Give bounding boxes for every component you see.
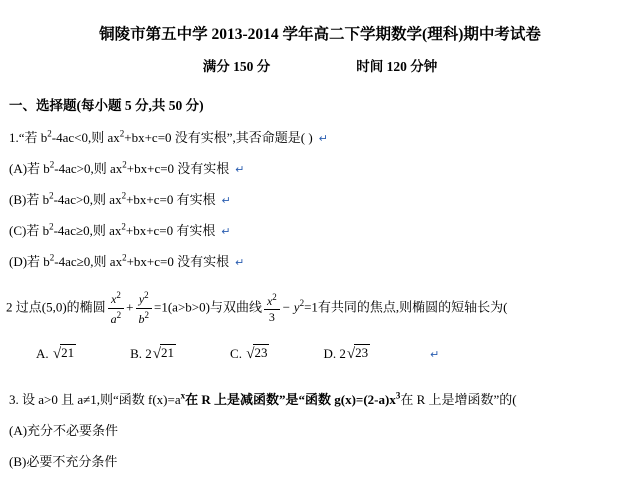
q2-choice-c-radicand: 23	[254, 344, 268, 360]
paragraph-mark: ↵	[430, 348, 440, 361]
q2-choice-d[interactable]	[323, 346, 370, 361]
paragraph-mark: ↵	[235, 257, 245, 269]
question-1-option-c[interactable]	[9, 220, 640, 239]
opt-b-sup2: 2	[121, 190, 127, 201]
page-title: 铜陵市第五中学 2013-2014 学年高二下学期数学(理科)期中考试卷	[99, 26, 541, 43]
opt-c-pre: (C)若 b	[9, 223, 50, 238]
ellipse-den-a: a	[110, 311, 117, 326]
opt-a-pre: (A)若 b	[9, 161, 50, 176]
q1-stem-part-b: -4ac<0,则 ax	[51, 130, 120, 145]
q3-part-3: 在 R 上是增函数”的(	[400, 391, 517, 407]
opt-a-sup2: 2	[122, 159, 127, 170]
sqrt-icon: √21	[152, 344, 175, 362]
paragraph-mark: ↵	[221, 226, 231, 238]
question-1-stem	[9, 127, 640, 146]
sqrt-icon: √23	[246, 344, 268, 362]
q2-choice-b[interactable]	[130, 346, 176, 361]
paragraph-mark: ↵	[221, 195, 231, 207]
ellipse-num-x: x	[111, 292, 117, 306]
opt-a-mid: -4ac>0,则 ax	[54, 161, 123, 176]
q2-choice-b-coef: 2	[145, 345, 152, 361]
opt-d-pre: (D)若 b	[9, 254, 50, 269]
opt-d-sup2: 2	[122, 252, 127, 263]
document-page	[0, 22, 640, 501]
sqrt-icon: √21	[52, 344, 75, 362]
q1-stem-sup-2: 2	[119, 128, 125, 139]
exam-meta	[0, 55, 640, 75]
opt-b-sup1: 2	[49, 190, 54, 201]
opt-b-pre: (B)若 b	[9, 192, 50, 207]
opt-c-sup1: 2	[49, 221, 54, 232]
opt-a-post: +bx+c=0 没有实根	[126, 161, 230, 176]
q1-stem-sup-1: 2	[47, 128, 52, 139]
paragraph-mark: ↵	[235, 164, 245, 176]
total-score: 满分 150 分	[202, 59, 271, 74]
q3-sup-3: 3	[395, 390, 401, 401]
plus-sign: +	[126, 299, 134, 315]
q2-choice-a-radicand: 21	[61, 344, 75, 360]
hyperbola-fraction: $\frac{x^2}{3}$	[264, 292, 280, 326]
q2-choice-c-label: C.	[230, 345, 242, 361]
ellipse-fraction-x: $\frac{x^2}{a^2}$	[108, 290, 125, 327]
opt-a-sup1: 2	[49, 159, 55, 170]
q1-stem-part-a: 1.“若 b	[9, 130, 48, 145]
q2-choice-a[interactable]	[36, 346, 76, 361]
sqrt-icon: √23	[346, 344, 369, 362]
opt-d-sup1: 2	[49, 252, 55, 263]
question-1-option-b[interactable]	[9, 189, 640, 208]
question-2-choices	[36, 345, 640, 363]
opt-d-post: +bx+c=0 没有实根	[126, 254, 230, 269]
question-1-option-d[interactable]	[9, 251, 640, 270]
hyper-num-x: x	[266, 293, 273, 308]
q3-part-2: 在 R 上是减函数”是“函数 g(x)=(2-a)x	[185, 391, 396, 407]
ellipse-num-y: y	[138, 292, 145, 306]
q2-choice-c[interactable]	[230, 346, 269, 361]
opt-b-mid: -4ac>0,则 ax	[53, 192, 122, 207]
q2-ellipse-condition: =1(a>b>0)与双曲线	[154, 299, 262, 315]
ellipse-fraction-y: $\frac{y^2}{b^2}$	[136, 290, 153, 327]
hyper-minus-y: − y	[281, 299, 300, 315]
q3-part-1: 3. 设 a>0 且 a≠1,则“函数 f(x)=a	[9, 391, 181, 407]
question-1-option-a[interactable]	[9, 158, 640, 177]
section-heading: 一、选择题(每小题 5 分,共 50 分)	[9, 98, 204, 113]
q2-choice-d-label: D.	[323, 345, 337, 361]
q3-sup-x: x	[180, 390, 186, 401]
hyper-den-3: 3	[268, 310, 275, 325]
question-3-stem	[9, 389, 640, 408]
q2-choice-d-coef: 2	[339, 345, 346, 361]
opt-c-post: +bx+c=0 有实根	[125, 223, 216, 238]
q2-choice-b-radicand: 21	[161, 344, 175, 360]
paragraph-mark: ↵	[318, 133, 328, 145]
opt-c-mid: -4ac≥0,则 ax	[53, 223, 122, 238]
question-3-option-b[interactable]: (B)必要不充分条件	[9, 453, 118, 469]
time-limit: 时间 120 分钟	[356, 59, 438, 74]
q2-choice-b-label: B.	[130, 345, 143, 361]
q2-choice-d-radicand: 23	[355, 344, 369, 360]
q2-choice-a-label: A.	[36, 345, 49, 361]
opt-b-post: +bx+c=0 有实根	[126, 192, 216, 207]
q2-lead: 2 过点(5,0)的椭圆	[6, 299, 106, 315]
opt-d-mid: -4ac≥0,则 ax	[54, 254, 123, 269]
q2-tail: =1有共同的焦点,则椭圆的短轴长为(	[304, 299, 508, 315]
ellipse-den-b: b	[138, 311, 145, 326]
question-2-stem: 2 过点(5,0)的椭圆 $\frac{x^2}{a^2}$ + $\frac{y^2}{b^2}$ =1(a>b>0)与双曲线 $\frac{x^2}{3}$ − $y^2=1$有共同的焦点,则椭圆的短轴长为(	[6, 290, 508, 326]
question-3-option-a[interactable]: (A)充分不必要条件	[9, 422, 119, 438]
q1-stem-part-c: +bx+c=0 没有实根”,其否命题是( )	[124, 130, 313, 145]
opt-c-sup2: 2	[121, 221, 126, 232]
